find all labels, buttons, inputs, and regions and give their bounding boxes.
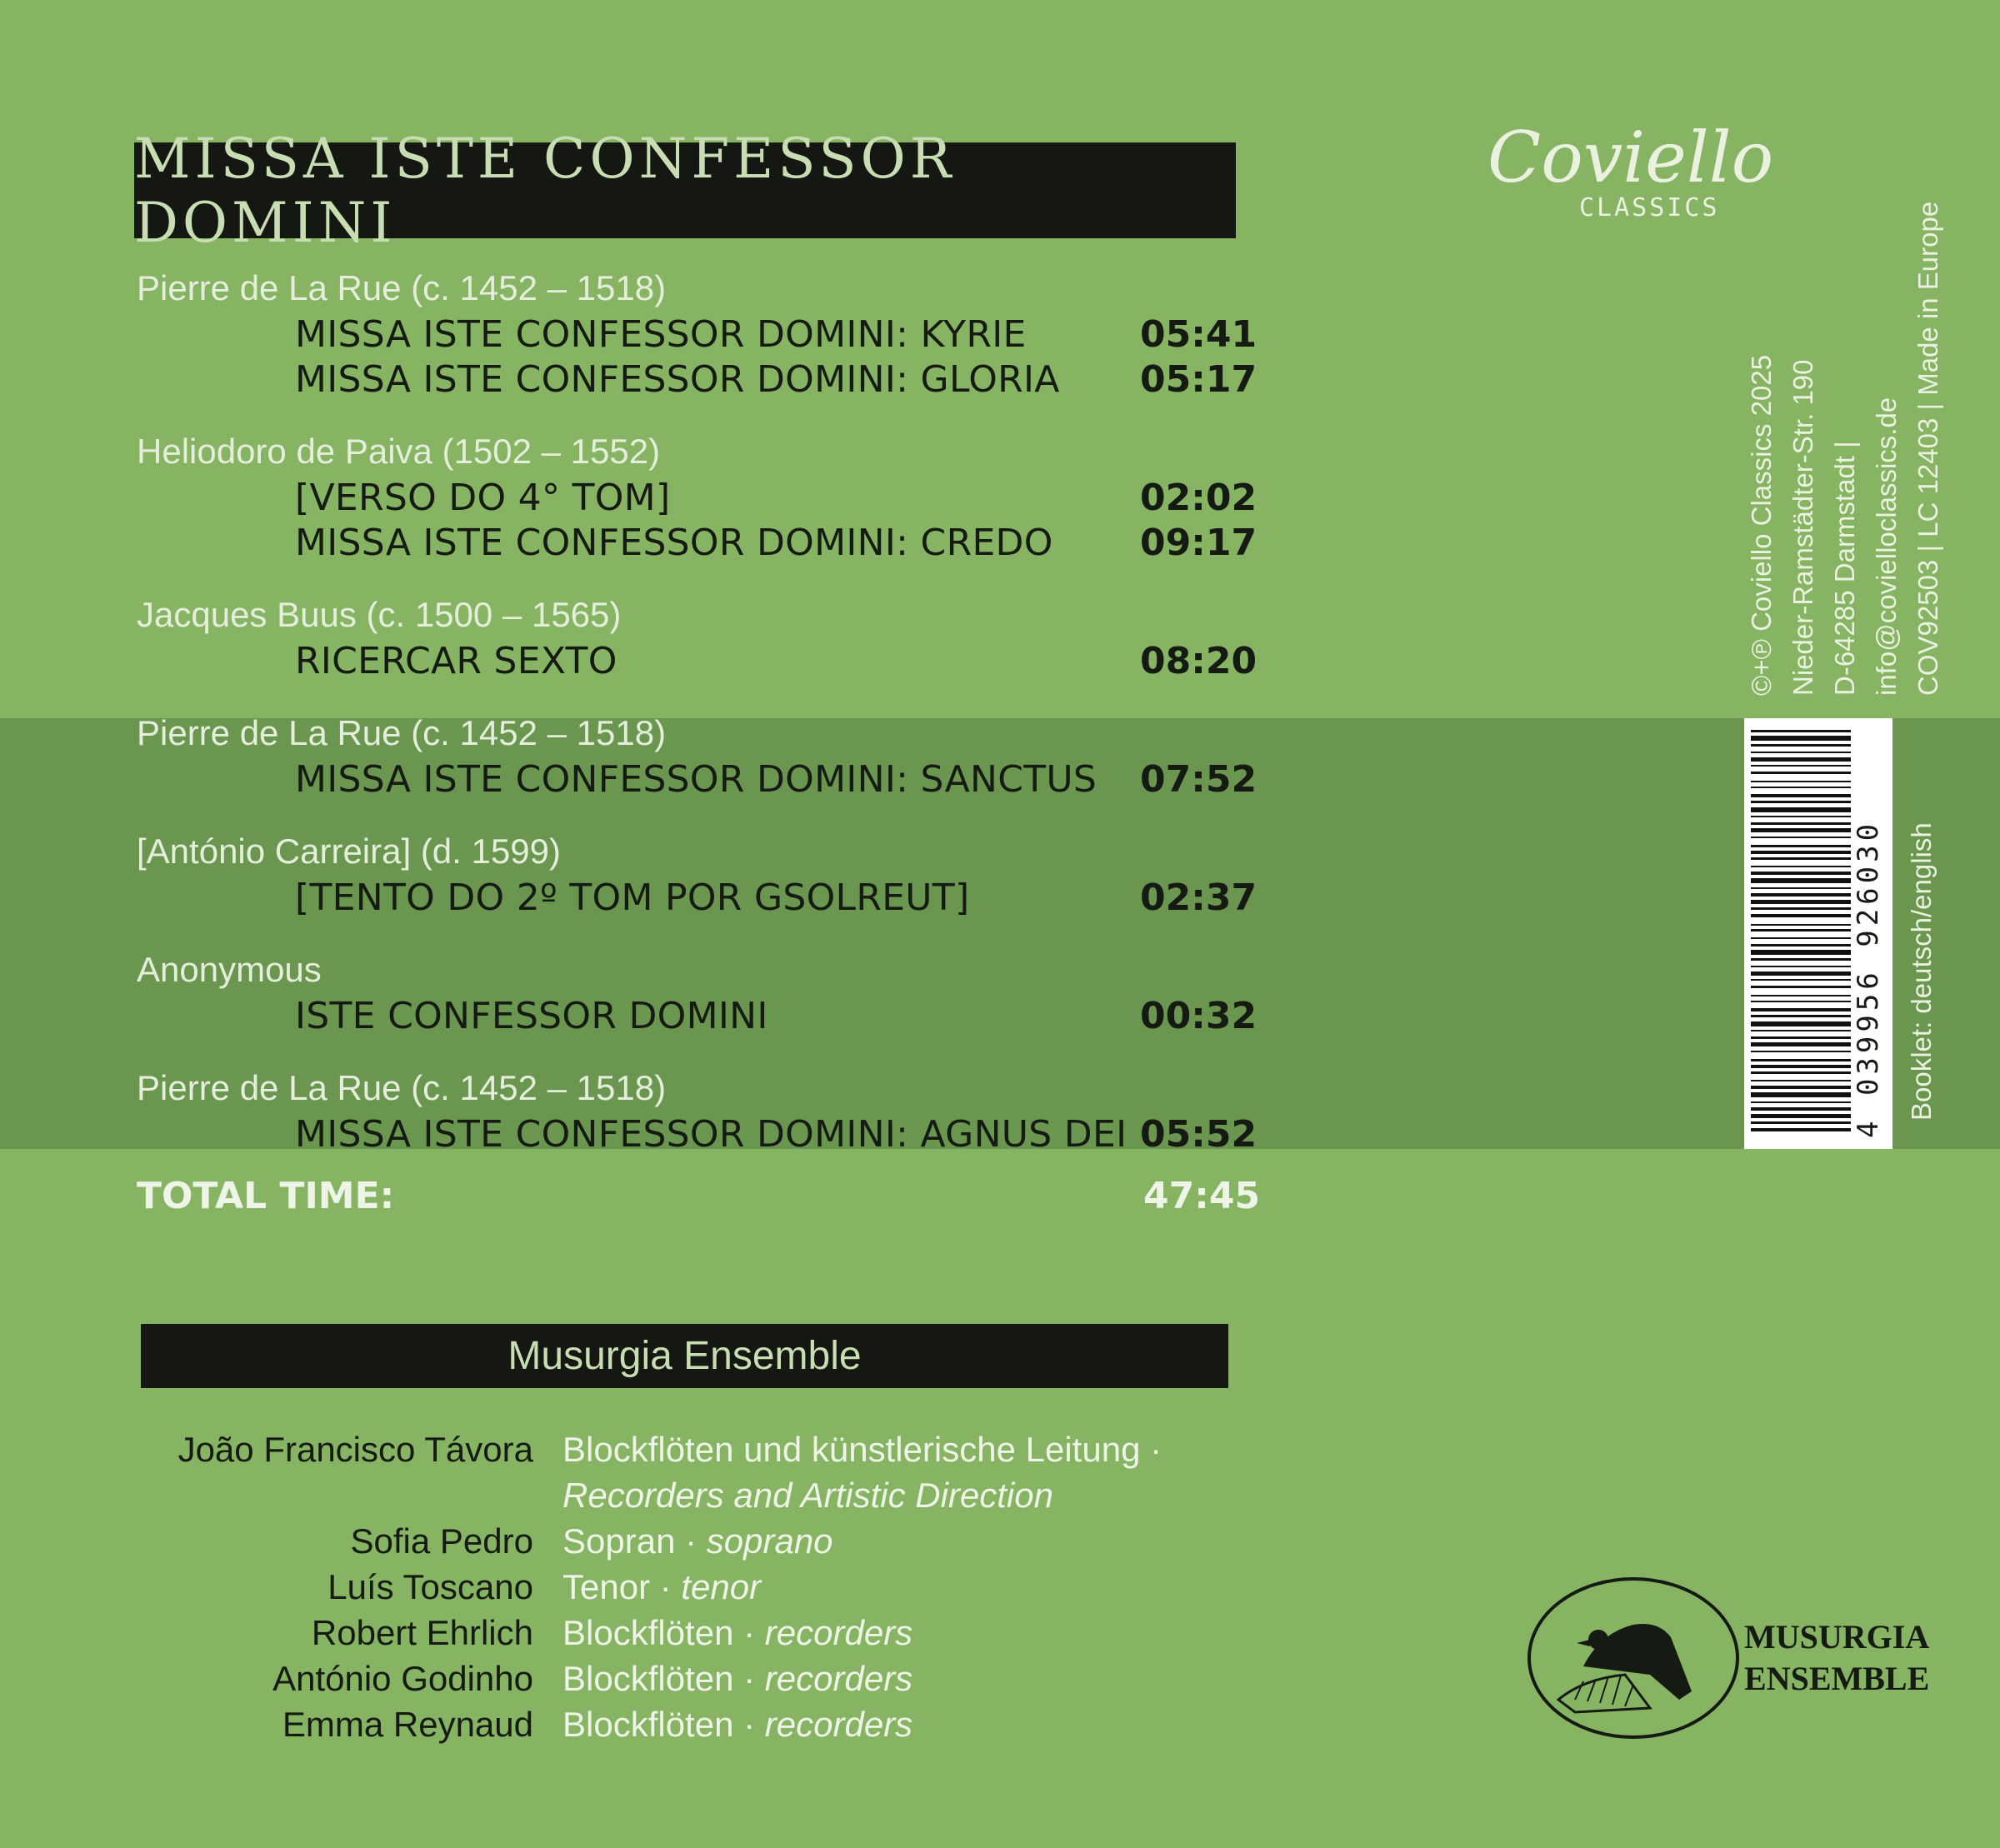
member-role: Blockflöten und künstlerische Leitung ·: [562, 1430, 1162, 1469]
composer-label: Pierre de La Rue (c. 1452 – 1518): [137, 268, 667, 307]
album-title: MISSA ISTE CONFESSOR DOMINI: [134, 126, 956, 255]
track-title: MISSA ISTE CONFESSOR DOMINI: KYRIE: [295, 313, 1027, 356]
imprint-line: D-64285 Darmstadt |: [1829, 441, 1860, 696]
member-role: Tenor · tenor: [562, 1567, 762, 1606]
imprint-line: info@covielloclassics.de: [1871, 397, 1902, 696]
composer-label: Jacques Buus (c. 1500 – 1565): [137, 595, 622, 634]
album-title-bar: [134, 126, 1236, 255]
track-title: MISSA ISTE CONFESSOR DOMINI: SANCTUS: [295, 758, 1098, 801]
logo-subtitle: CLASSICS: [1579, 193, 1720, 222]
track-title: MISSA ISTE CONFESSOR DOMINI: GLORIA: [295, 358, 1060, 401]
track-row: [0, 313, 1333, 363]
member-role: Blockflöten · recorders: [562, 1613, 913, 1652]
ensemble-title-bar: [141, 1324, 1228, 1388]
track-time: 08:20: [1140, 640, 1258, 682]
total-time-label: TOTAL TIME:: [137, 1175, 395, 1217]
member-role: Sopran · soprano: [562, 1521, 833, 1561]
track-time: 05:17: [1140, 358, 1258, 401]
track-title: ISTE CONFESSOR DOMINI: [295, 995, 768, 1037]
member-name: Emma Reynaud: [282, 1705, 533, 1744]
track-title: MISSA ISTE CONFESSOR DOMINI: AGNUS DEI: [295, 1113, 1128, 1156]
member-name: Sofia Pedro: [350, 1521, 533, 1561]
member-role-en: Recorders and Artistic Direction: [562, 1476, 1053, 1515]
track-row: [0, 1113, 1333, 1163]
track-row: [0, 477, 1333, 527]
ensemble-logo: [1525, 1575, 1742, 1745]
track-row: [0, 640, 1333, 690]
member-name: João Francisco Távora: [178, 1430, 533, 1469]
ensemble-name: Musurgia Ensemble: [508, 1334, 862, 1378]
member-role: Blockflöten · recorders: [562, 1705, 913, 1744]
track-row: [0, 995, 1333, 1045]
logo-wordmark: Coviello: [1488, 117, 1774, 198]
track-time: 09:17: [1140, 522, 1258, 564]
track-title: [VERSO DO 4° TOM]: [295, 477, 671, 519]
composer-label: Anonymous: [137, 950, 322, 989]
composer-label: Heliodoro de Paiva (1502 – 1552): [137, 432, 661, 471]
member-name: António Godinho: [272, 1659, 533, 1698]
imprint-line: Nieder-Ramstädter-Str. 190: [1788, 359, 1818, 696]
track-row: [0, 522, 1333, 572]
coviello-logo: [1479, 117, 1796, 233]
member-name: Luís Toscano: [328, 1567, 533, 1606]
composer-label: [António Carreira] (d. 1599): [137, 832, 561, 871]
composer-label: Pierre de La Rue (c. 1452 – 1518): [137, 1068, 667, 1107]
imprint-line: ©+℗ Coviello Classics 2025: [1746, 354, 1777, 696]
track-time: 07:52: [1140, 758, 1258, 801]
imprint-line: COV92503 | LC 12403 | Made in Europe: [1912, 201, 1943, 696]
total-time-value: 47:45: [1143, 1175, 1261, 1217]
member-name: Robert Ehrlich: [311, 1613, 533, 1652]
track-title: [TENTO DO 2º TOM POR GSOLREUT]: [295, 877, 970, 919]
track-title: MISSA ISTE CONFESSOR DOMINI: CREDO: [295, 522, 1053, 564]
member-role: Blockflöten · recorders: [562, 1659, 913, 1698]
track-row: [0, 877, 1333, 926]
barcode-digits: 4 039956 926030: [1852, 819, 1885, 1138]
track-time: 00:32: [1140, 995, 1258, 1037]
booklet-language: Booklet: deutsch/english: [1906, 822, 1937, 1121]
composer-label: Pierre de La Rue (c. 1452 – 1518): [137, 713, 667, 752]
track-time: 05:52: [1140, 1113, 1258, 1156]
track-time: 02:37: [1140, 877, 1258, 919]
track-row: [0, 758, 1333, 808]
track-row: [0, 358, 1333, 408]
track-title: RICERCAR SEXTO: [295, 640, 618, 682]
bird-harp-emblem: [1525, 1575, 1742, 1741]
track-time: 05:41: [1140, 313, 1258, 356]
track-time: 02:02: [1140, 477, 1258, 519]
ensemble-logo-text: MUSURGIA ENSEMBLE: [1744, 1618, 1930, 1697]
